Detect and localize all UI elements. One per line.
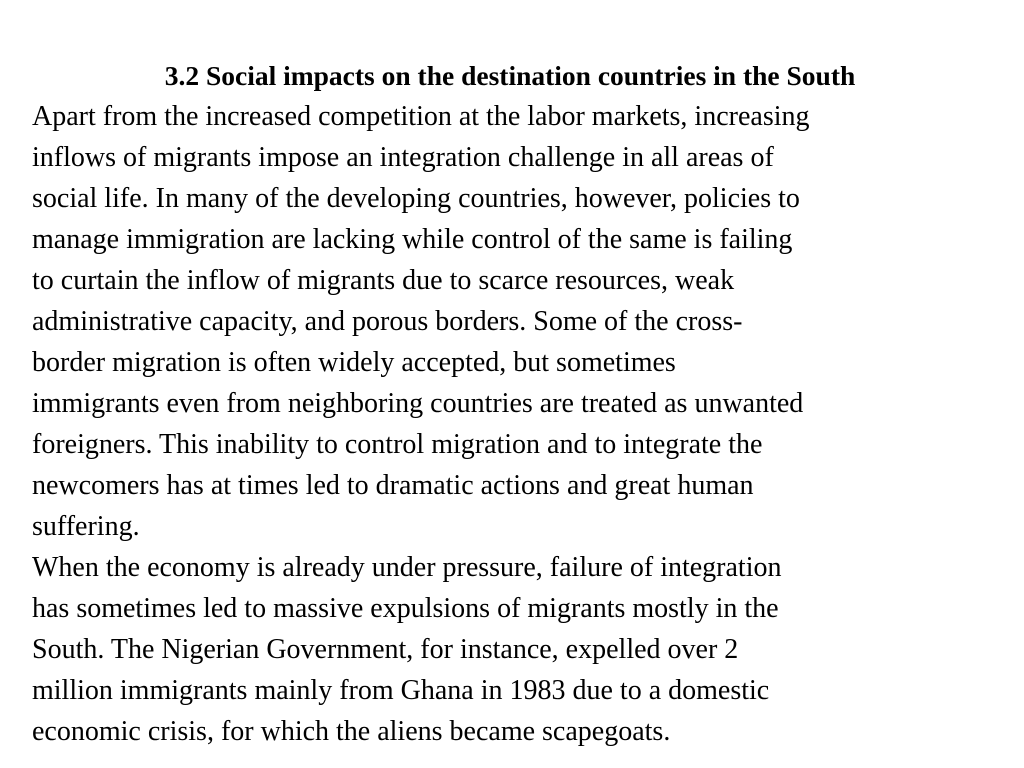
paragraph-line: immigrants even from neighboring countries are treated as unwanted (32, 388, 804, 419)
paragraph-line: suffering. (32, 511, 140, 542)
body-text (32, 96, 1012, 752)
paragraph-line: economic crisis, for which the aliens became scapegoats. (32, 716, 671, 747)
paragraph-line: to curtain the inflow of migrants due to scarce resources, weak (32, 265, 735, 296)
paragraph-line: social life. In many of the developing countries, however, policies to (32, 183, 800, 214)
paragraph-line: has sometimes led to massive expulsions of migrants mostly in the (32, 593, 779, 624)
slide-title: 3.2 Social impacts on the destination countries in the South (164, 60, 856, 91)
paragraph-1 (32, 96, 1012, 547)
paragraph-line: administrative capacity, and porous borders. Some of the cross- (32, 306, 743, 337)
paragraph-line: South. The Nigerian Government, for instance, expelled over 2 (32, 634, 739, 665)
paragraph-line: million immigrants mainly from Ghana in 1983 due to a domestic (32, 675, 770, 706)
paragraph-line: inflows of migrants impose an integration challenge in all areas of (32, 142, 774, 173)
paragraph-2 (32, 547, 1012, 752)
paragraph-line: manage immigration are lacking while control of the same is failing (32, 224, 793, 255)
paragraph-line: border migration is often widely accepted, but sometimes (32, 347, 676, 378)
paragraph-line: newcomers has at times led to dramatic actions and great human (32, 470, 754, 501)
paragraph-line: foreigners. This inability to control migration and to integrate the (32, 429, 763, 460)
paragraph-line: When the economy is already under pressure, failure of integration (32, 552, 782, 583)
paragraph-line: Apart from the increased competition at the labor markets, increasing (32, 101, 810, 132)
